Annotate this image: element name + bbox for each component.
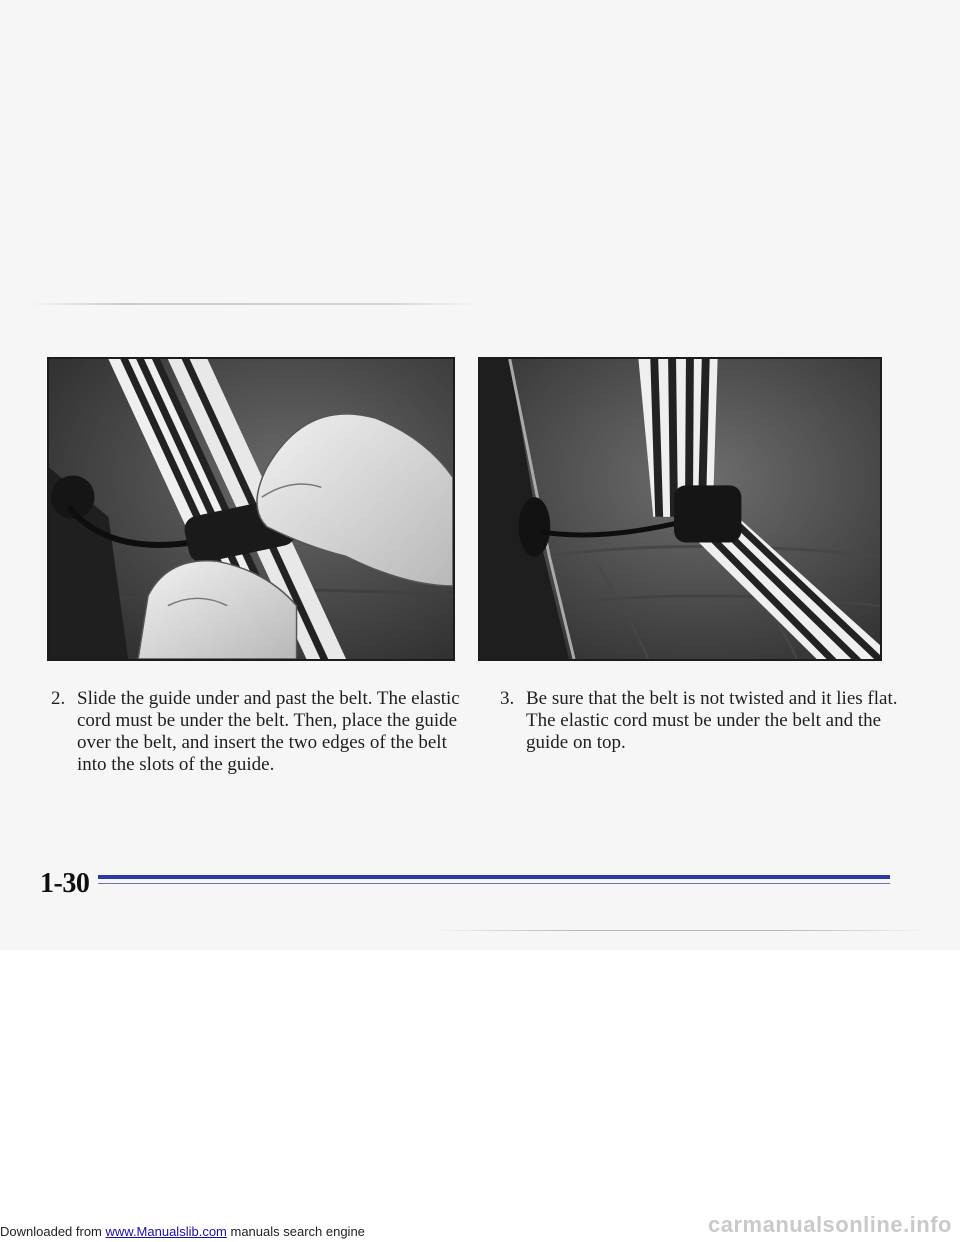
page-footer xyxy=(40,862,890,902)
step-3 xyxy=(500,688,900,754)
page-number: 1-30 xyxy=(40,868,90,899)
step-2-number: 2. xyxy=(51,688,66,709)
watermark: carmanualsonline.info xyxy=(708,1212,952,1237)
footer-rule-thin xyxy=(98,883,890,884)
illustration-belt-flat xyxy=(478,357,882,661)
download-suffix: manuals search engine xyxy=(226,1224,365,1239)
manualslib-link[interactable]: www.Manualslib.com xyxy=(105,1224,227,1239)
step-2-text: Slide the guide under and past the belt. The elastic cord must be under the belt. Then, place the guide over the belt, and insert the two edges of the belt into the slots of the guide. xyxy=(77,688,460,775)
step-2 xyxy=(51,688,461,776)
scan-edge-line xyxy=(430,930,930,931)
download-credit xyxy=(0,1224,365,1239)
step-3-text: Be sure that the belt is not twisted and it lies flat. The elastic cord must be under the belt and the guide on top. xyxy=(526,688,898,753)
footer-rule xyxy=(98,875,890,879)
download-prefix: Downloaded from xyxy=(0,1224,106,1239)
top-rule xyxy=(30,303,480,305)
illustration-slide-guide xyxy=(47,357,455,661)
step-3-number: 3. xyxy=(500,688,515,709)
